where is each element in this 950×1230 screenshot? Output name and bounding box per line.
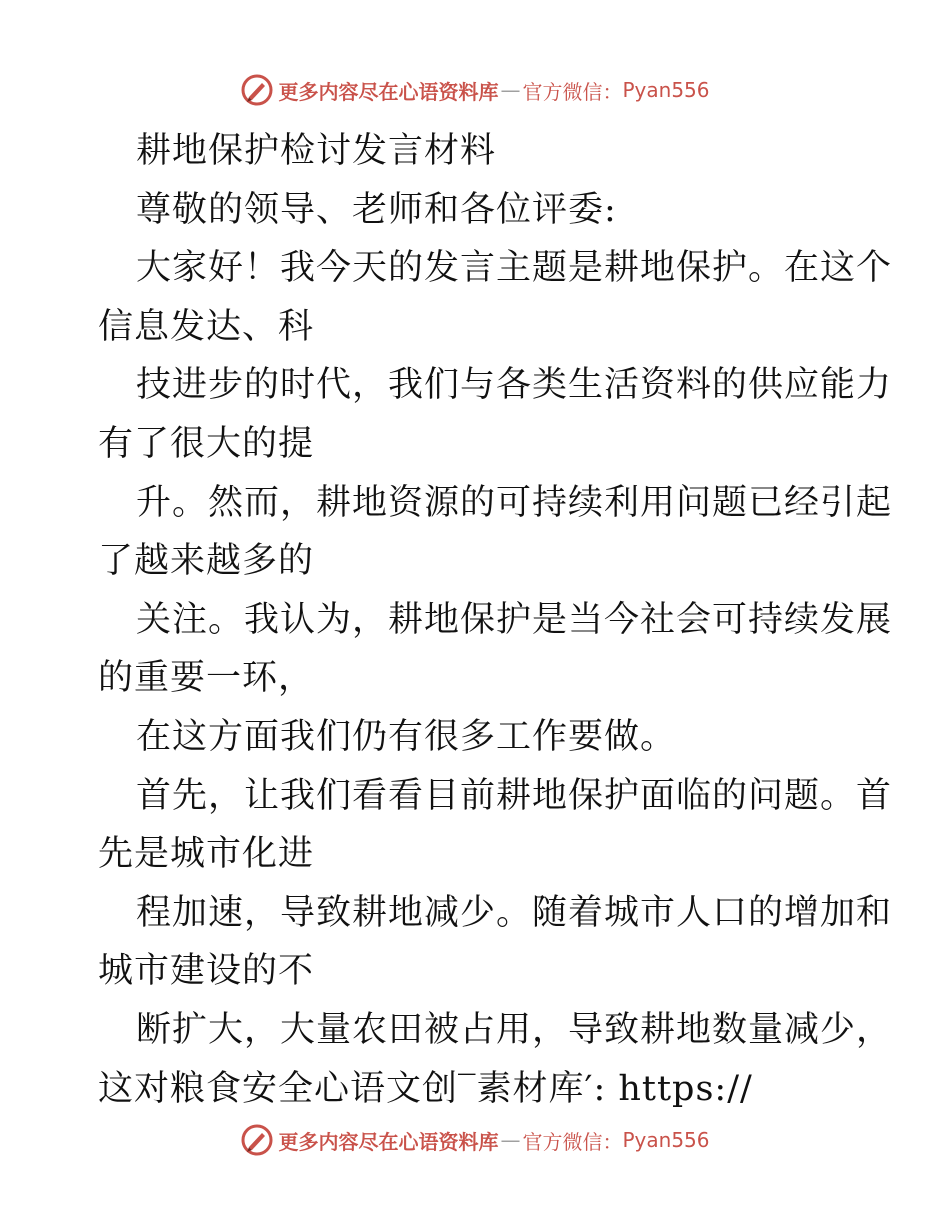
banner-brand-text: 更多内容尽在心语资料库 [278,1129,499,1154]
document-line: 的重要一环， [98,658,315,699]
document-line: 这对粮食安全心语文创‾素材库′: https:// [98,1068,753,1109]
document-title: 耕地保护检讨发言材料 [136,131,497,171]
footer-watermark-banner [0,1122,950,1158]
document-line: 断扩大，大量农田被占用，导致耕地数量减少， [136,1009,893,1050]
header-watermark-banner [0,72,950,108]
document-line: 有了很大的提 [98,423,315,464]
document-line: 了越来越多的 [98,541,315,582]
banner-wechat-id: Pyan556 [622,1128,710,1152]
banner-wechat-id: Pyan556 [622,78,710,102]
banner-wechat-label: 官方微信： [522,1129,623,1154]
document-line: 信息发达、科 [98,306,315,347]
document-line: 关注。我认为，耕地保护是当今社会可持续发展 [136,599,893,640]
document-line: 首先，让我们看看目前耕地保护面临的问题。首 [136,775,893,816]
document-line: 大家好！我今天的发言主题是耕地保护。在这个 [136,248,893,289]
document-line: 先是城市化进 [98,834,315,875]
document-line: 尊敬的领导、老师和各位评委: [136,189,617,230]
banner-dash: — [500,78,521,102]
banner-dash: — [500,1128,521,1152]
pen-seal-logo-icon [240,1123,274,1157]
document-line: 城市建设的不 [98,951,315,992]
document-line: 程加速，导致耕地减少。随着城市人口的增加和 [136,892,893,933]
banner-brand-text: 更多内容尽在心语资料库 [278,79,499,104]
document-body [98,122,893,1118]
banner-wechat-label: 官方微信： [522,79,623,104]
document-line: 升。然而，耕地资源的可持续利用问题已经引起 [136,482,893,523]
document-line: 技进步的时代，我们与各类生活资料的供应能力 [136,365,893,406]
pen-seal-logo-icon [240,73,274,107]
document-line: 在这方面我们仍有很多工作要做。 [136,716,677,757]
